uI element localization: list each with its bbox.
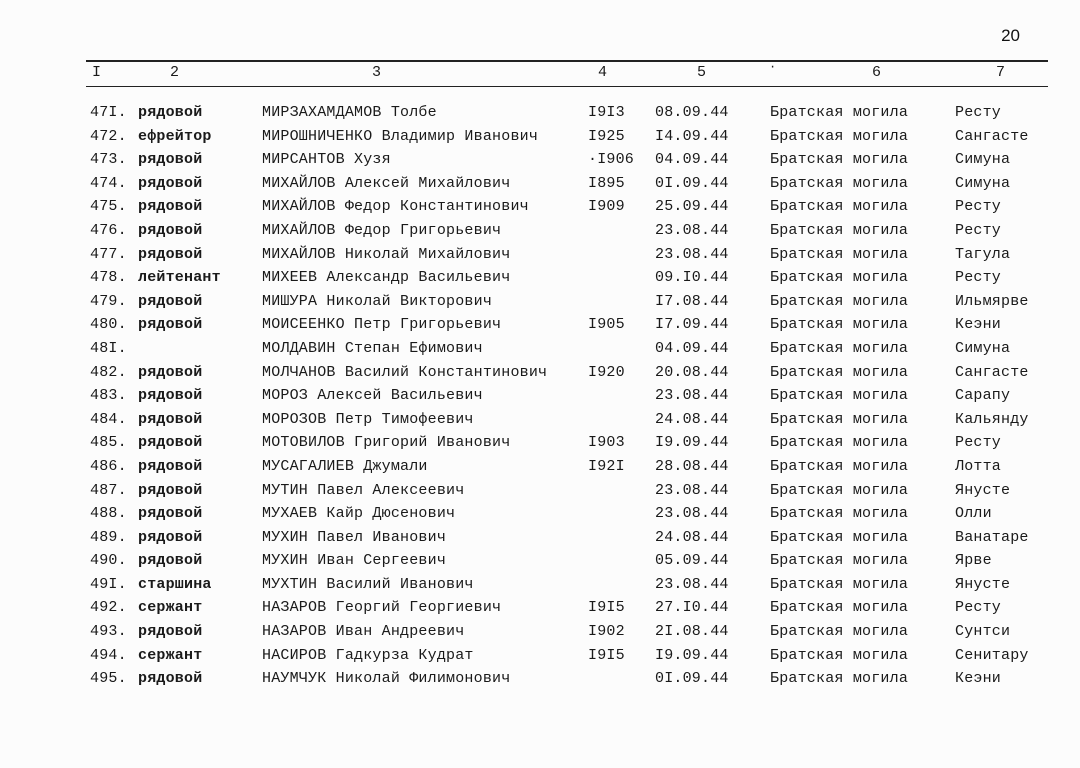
row-death-date: I4.09.44 xyxy=(655,127,729,145)
header-top-rule xyxy=(86,60,1048,62)
row-burial: Братская могила xyxy=(770,575,909,593)
row-burial: Братская могила xyxy=(770,599,909,617)
table-row xyxy=(0,316,1080,340)
row-death-date: 23.08.44 xyxy=(655,575,729,593)
row-place: Олли xyxy=(955,505,992,523)
row-rank: рядовой xyxy=(138,410,203,428)
row-death-date: I9.09.44 xyxy=(655,646,729,664)
row-rank: лейтенант xyxy=(138,269,221,287)
row-burial: Братская могила xyxy=(770,434,909,452)
row-death-date: 23.08.44 xyxy=(655,387,729,405)
row-number: 482. xyxy=(90,363,127,381)
row-number: 478. xyxy=(90,269,127,287)
row-name: МИРСАНТОВ Хузя xyxy=(262,151,391,169)
row-number: 495. xyxy=(90,670,127,688)
row-death-date: 05.09.44 xyxy=(655,552,729,570)
row-death-date: 0I.09.44 xyxy=(655,174,729,192)
row-place: Ильмярве xyxy=(955,292,1029,310)
register-table xyxy=(0,104,1080,694)
row-birth-year: I9I5 xyxy=(588,646,625,664)
column-header-6: 6 xyxy=(872,64,882,81)
column-header-row xyxy=(0,60,1080,86)
row-burial: Братская могила xyxy=(770,552,909,570)
column-header-3: 3 xyxy=(372,64,382,81)
row-number: 484. xyxy=(90,410,127,428)
row-burial: Братская могила xyxy=(770,174,909,192)
row-death-date: 04.09.44 xyxy=(655,339,729,357)
row-name: МУХАЕВ Кайр Дюсенович xyxy=(262,505,456,523)
row-rank: рядовой xyxy=(138,481,203,499)
row-name: МИРЗАХАМДАМОВ Толбе xyxy=(262,104,437,121)
row-death-date: 24.08.44 xyxy=(655,528,729,546)
row-place: Симуна xyxy=(955,339,1011,357)
row-place: Сангасте xyxy=(955,363,1029,381)
row-death-date: 23.08.44 xyxy=(655,481,729,499)
row-place: Ресту xyxy=(955,198,1002,216)
row-name: МУТИН Павел Алексеевич xyxy=(262,481,465,499)
row-name: МУХИН Иван Сергеевич xyxy=(262,552,447,570)
row-place: Янусте xyxy=(955,481,1011,499)
row-number: 47I. xyxy=(90,104,127,121)
table-row xyxy=(0,269,1080,293)
row-death-date: I7.09.44 xyxy=(655,316,729,334)
row-burial: Братская могила xyxy=(770,104,909,121)
row-burial: Братская могила xyxy=(770,221,909,239)
row-number: 488. xyxy=(90,505,127,523)
row-number: 486. xyxy=(90,457,127,475)
row-place: Янусте xyxy=(955,575,1011,593)
table-row xyxy=(0,340,1080,364)
row-burial: Братская могила xyxy=(770,198,909,216)
row-name: МИРОШНИЧЕНКО Владимир Иванович xyxy=(262,127,539,145)
row-burial: Братская могила xyxy=(770,505,909,523)
row-rank: рядовой xyxy=(138,245,203,263)
row-name: МОРОЗОВ Петр Тимофеевич xyxy=(262,410,474,428)
row-death-date: 04.09.44 xyxy=(655,151,729,169)
table-row xyxy=(0,599,1080,623)
table-row xyxy=(0,434,1080,458)
row-burial: Братская могила xyxy=(770,292,909,310)
row-name: МУХИН Павел Иванович xyxy=(262,528,447,546)
table-row xyxy=(0,552,1080,576)
row-place: Сарапу xyxy=(955,387,1011,405)
table-row xyxy=(0,529,1080,553)
row-birth-year: ·I906 xyxy=(588,151,635,169)
row-name: НАСИРОВ Гадкурза Кудрат xyxy=(262,646,474,664)
row-name: МОИСЕЕНКО Петр Григорьевич xyxy=(262,316,502,334)
table-row xyxy=(0,198,1080,222)
row-name: МИХАЙЛОВ Алексей Михайлович xyxy=(262,174,511,192)
row-death-date: 23.08.44 xyxy=(655,221,729,239)
row-number: 479. xyxy=(90,292,127,310)
row-rank: рядовой xyxy=(138,528,203,546)
row-death-date: 2I.08.44 xyxy=(655,623,729,641)
row-place: Ресту xyxy=(955,221,1002,239)
row-number: 477. xyxy=(90,245,127,263)
table-row xyxy=(0,482,1080,506)
row-birth-year: I92I xyxy=(588,457,625,475)
page-number: 20 xyxy=(1001,26,1020,45)
row-rank: сержант xyxy=(138,599,203,617)
row-number: 472. xyxy=(90,127,127,145)
row-rank: рядовой xyxy=(138,316,203,334)
column-header-7: 7 xyxy=(996,64,1006,81)
row-place: Сангасте xyxy=(955,127,1029,145)
row-death-date: 24.08.44 xyxy=(655,410,729,428)
row-number: 48I. xyxy=(90,339,127,357)
row-place: Ванатаре xyxy=(955,528,1029,546)
row-name: МУСАГАЛИЕВ Джумали xyxy=(262,457,428,475)
row-number: 473. xyxy=(90,151,127,169)
row-name: МИХЕЕВ Александр Васильевич xyxy=(262,269,511,287)
row-birth-year: I9I3 xyxy=(588,104,625,121)
row-burial: Братская могила xyxy=(770,363,909,381)
column-header-4: 4 xyxy=(598,64,608,81)
row-number: 474. xyxy=(90,174,127,192)
row-place: Сенитару xyxy=(955,646,1029,664)
row-rank: рядовой xyxy=(138,221,203,239)
header-bottom-rule xyxy=(86,86,1048,87)
row-name: МИХАЙЛОВ Николай Михайлович xyxy=(262,245,511,263)
row-death-date: 23.08.44 xyxy=(655,245,729,263)
row-place: Тагула xyxy=(955,245,1011,263)
row-name: МОТОВИЛОВ Григорий Иванович xyxy=(262,434,511,452)
table-row xyxy=(0,411,1080,435)
table-row xyxy=(0,104,1080,128)
row-rank: старшина xyxy=(138,575,212,593)
row-name: МИХАЙЛОВ Федор Константинович xyxy=(262,198,529,216)
table-row xyxy=(0,175,1080,199)
row-name: МОЛЧАНОВ Василий Константинович xyxy=(262,363,548,381)
row-rank: рядовой xyxy=(138,623,203,641)
row-number: 476. xyxy=(90,221,127,239)
row-birth-year: I9I5 xyxy=(588,599,625,617)
row-number: 49I. xyxy=(90,575,127,593)
row-place: Ресту xyxy=(955,269,1002,287)
table-row xyxy=(0,246,1080,270)
table-row xyxy=(0,128,1080,152)
row-number: 485. xyxy=(90,434,127,452)
row-number: 487. xyxy=(90,481,127,499)
column-header-2: 2 xyxy=(170,64,180,81)
row-name: МИШУРА Николай Викторович xyxy=(262,292,493,310)
row-number: 494. xyxy=(90,646,127,664)
header-dot-mark: · xyxy=(769,60,777,74)
row-number: 489. xyxy=(90,528,127,546)
row-burial: Братская могила xyxy=(770,670,909,688)
row-birth-year: I920 xyxy=(588,363,625,381)
row-burial: Братская могила xyxy=(770,457,909,475)
row-death-date: 0I.09.44 xyxy=(655,670,729,688)
row-rank: сержант xyxy=(138,646,203,664)
row-place: Симуна xyxy=(955,151,1011,169)
table-row xyxy=(0,458,1080,482)
row-place: Ресту xyxy=(955,434,1002,452)
row-rank: рядовой xyxy=(138,670,203,688)
table-row xyxy=(0,364,1080,388)
row-rank: рядовой xyxy=(138,434,203,452)
column-header-1: I xyxy=(92,64,102,81)
row-burial: Братская могила xyxy=(770,623,909,641)
row-rank: рядовой xyxy=(138,292,203,310)
row-name: МИХАЙЛОВ Федор Григорьевич xyxy=(262,221,502,239)
row-place: Симуна xyxy=(955,174,1011,192)
row-rank: рядовой xyxy=(138,198,203,216)
row-burial: Братская могила xyxy=(770,316,909,334)
row-number: 490. xyxy=(90,552,127,570)
table-row xyxy=(0,293,1080,317)
row-burial: Братская могила xyxy=(770,481,909,499)
table-row xyxy=(0,670,1080,694)
row-rank: рядовой xyxy=(138,174,203,192)
row-death-date: 08.09.44 xyxy=(655,104,729,121)
row-burial: Братская могила xyxy=(770,387,909,405)
row-burial: Братская могила xyxy=(770,127,909,145)
row-birth-year: I895 xyxy=(588,174,625,192)
row-name: НАУМЧУК Николай Филимонович xyxy=(262,670,511,688)
row-rank: рядовой xyxy=(138,552,203,570)
row-place: Кеэни xyxy=(955,670,1002,688)
row-rank: рядовой xyxy=(138,363,203,381)
row-death-date: 20.08.44 xyxy=(655,363,729,381)
row-rank: рядовой xyxy=(138,151,203,169)
row-name: МУХТИН Василий Иванович xyxy=(262,575,474,593)
row-burial: Братская могила xyxy=(770,269,909,287)
row-place: Лотта xyxy=(955,457,1002,475)
row-burial: Братская могила xyxy=(770,528,909,546)
row-rank: рядовой xyxy=(138,457,203,475)
table-row xyxy=(0,576,1080,600)
row-rank: рядовой xyxy=(138,505,203,523)
row-death-date: 25.09.44 xyxy=(655,198,729,216)
row-name: НАЗАРОВ Иван Андреевич xyxy=(262,623,465,641)
table-row xyxy=(0,387,1080,411)
row-death-date: 27.I0.44 xyxy=(655,599,729,617)
row-burial: Братская могила xyxy=(770,339,909,357)
row-rank: рядовой xyxy=(138,104,203,121)
table-row xyxy=(0,647,1080,671)
row-death-date: 09.I0.44 xyxy=(655,269,729,287)
row-burial: Братская могила xyxy=(770,410,909,428)
row-rank: рядовой xyxy=(138,387,203,405)
row-place: Ресту xyxy=(955,599,1002,617)
row-place: Ресту xyxy=(955,104,1002,121)
row-birth-year: I905 xyxy=(588,316,625,334)
row-place: Кальянду xyxy=(955,410,1029,428)
row-number: 475. xyxy=(90,198,127,216)
row-birth-year: I903 xyxy=(588,434,625,452)
row-name: НАЗАРОВ Георгий Георгиевич xyxy=(262,599,502,617)
row-number: 483. xyxy=(90,387,127,405)
row-death-date: 28.08.44 xyxy=(655,457,729,475)
row-burial: Братская могила xyxy=(770,245,909,263)
table-row xyxy=(0,505,1080,529)
row-number: 480. xyxy=(90,316,127,334)
row-number: 493. xyxy=(90,623,127,641)
row-place: Ярве xyxy=(955,552,992,570)
table-row xyxy=(0,151,1080,175)
table-row xyxy=(0,623,1080,647)
row-death-date: I9.09.44 xyxy=(655,434,729,452)
column-header-5: 5 xyxy=(697,64,707,81)
row-birth-year: I902 xyxy=(588,623,625,641)
row-burial: Братская могила xyxy=(770,151,909,169)
row-death-date: 23.08.44 xyxy=(655,505,729,523)
row-rank: ефрейтор xyxy=(138,127,212,145)
table-row xyxy=(0,222,1080,246)
row-place: Кеэни xyxy=(955,316,1002,334)
row-birth-year: I909 xyxy=(588,198,625,216)
row-birth-year: I925 xyxy=(588,127,625,145)
row-number: 492. xyxy=(90,599,127,617)
row-burial: Братская могила xyxy=(770,646,909,664)
row-name: МОРОЗ Алексей Васильевич xyxy=(262,387,483,405)
row-name: МОЛДАВИН Степан Ефимович xyxy=(262,339,483,357)
row-place: Сунтси xyxy=(955,623,1011,641)
row-death-date: I7.08.44 xyxy=(655,292,729,310)
